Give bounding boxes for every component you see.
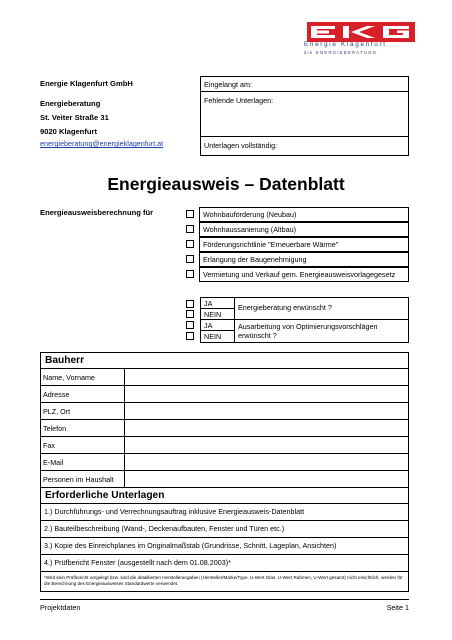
footer-divider <box>40 599 409 600</box>
sender-street: St. Veiter Straße 31 <box>40 113 109 122</box>
table-row <box>40 403 409 420</box>
field-label-zip-city: PLZ, Ort <box>41 403 125 419</box>
field-label-address: Adresse <box>41 386 125 402</box>
option-building-permit[interactable] <box>186 252 409 267</box>
divider <box>201 330 235 331</box>
option-label: Wohnhaussanierung (Altbau) <box>199 222 409 237</box>
question-optimization: Ausarbeitung von Optimierungsvorschlägen erwünscht ? <box>238 322 378 340</box>
office-use-box <box>200 76 409 156</box>
footnote: *Wird kein Prüfbericht vorgelegt bzw. sind die detaillierten Herstellerangaben (Hersteller/Marke/Type, U-Wert Glas, U-Wert Rahmen, U-Wert gesamt) nicht ersichtlich, werden für die Berechnung des Energieausweises Standardwerte verwendet. <box>40 572 409 592</box>
divider <box>201 308 235 309</box>
table-row <box>40 454 409 471</box>
sender-company: Energie Klagenfurt GmbH <box>40 79 133 88</box>
table-row <box>40 420 409 437</box>
q1-yes-label: JA <box>204 299 213 308</box>
checkbox[interactable] <box>186 225 194 233</box>
list-item: 3.) Kopie des Einreichplanes im Originalmaßstab (Grundrisse, Schnitt, Lageplan, Ansichten) <box>40 538 409 555</box>
field-label-name: Name, Vorname <box>41 369 125 385</box>
option-renewable-heat[interactable] <box>186 237 409 252</box>
option-housing-subsidy-new[interactable] <box>186 207 409 222</box>
table-row <box>40 369 409 386</box>
missing-documents-field[interactable]: Fehlende Unterlagen: <box>204 96 274 105</box>
option-label: Wohnbauförderung (Neubau) <box>199 207 409 222</box>
received-field[interactable]: Eingelangt am: <box>204 80 252 89</box>
question-energy-consulting: Energieberatung erwünscht ? <box>238 303 332 312</box>
section-heading: Bauherr <box>40 352 409 369</box>
option-label: Förderungsrichtlinie "Erneuerbare Wärme" <box>199 237 409 252</box>
calculation-label: Energieausweisberechnung für <box>40 208 154 217</box>
table-row <box>40 386 409 403</box>
ekg-logo <box>307 22 415 42</box>
logo-tagline: die ENERGIEBERATUNG <box>304 50 378 55</box>
sender-city: 9020 Klagenfurt <box>40 127 97 136</box>
q2-yes-checkbox[interactable] <box>186 321 194 329</box>
divider <box>201 136 408 137</box>
documents-complete-field[interactable]: Unterlagen vollständig: <box>204 141 278 150</box>
questions-box <box>200 297 409 343</box>
field-label-household: Personen im Haushalt <box>41 471 125 487</box>
option-rental-sale[interactable] <box>186 267 409 282</box>
q1-no-label: NEIN <box>204 310 222 319</box>
q1-yes-checkbox[interactable] <box>186 300 194 308</box>
divider <box>201 319 408 320</box>
field-label-phone: Telefon <box>41 420 125 436</box>
option-label: Erlangung der Baugenehmigung <box>199 252 409 267</box>
sender-department: Energieberatung <box>40 99 101 108</box>
checkbox[interactable] <box>186 255 194 263</box>
footer-project-data: Projektdaten <box>40 603 81 612</box>
page-number: Seite 1 <box>386 603 409 612</box>
logo-wordmark: Energie Klagenfurt <box>304 41 387 48</box>
checkbox[interactable] <box>186 240 194 248</box>
bauherr-section <box>40 352 409 484</box>
list-item: 4.) Prüfbericht Fenster (ausgestellt nach dem 01.08.2003)* <box>40 555 409 572</box>
checkbox[interactable] <box>186 210 194 218</box>
section-heading: Erforderliche Unterlagen <box>40 487 409 504</box>
page-title: Energieausweis – Datenblatt <box>107 174 345 194</box>
field-label-fax: Fax <box>41 437 125 453</box>
q2-yes-label: JA <box>204 321 213 330</box>
option-housing-renovation[interactable] <box>186 222 409 237</box>
table-row <box>40 437 409 454</box>
table-row <box>40 471 409 488</box>
list-item: 1.) Durchführungs- und Verrechnungsauftrag inklusive Energieausweis-Datenblatt <box>40 504 409 521</box>
field-label-email: E-Mail <box>41 454 125 470</box>
q1-no-checkbox[interactable] <box>186 310 194 318</box>
q2-no-label: NEIN <box>204 332 222 341</box>
divider <box>201 91 408 92</box>
checkbox[interactable] <box>186 270 194 278</box>
sender-email-link[interactable]: energieberatung@energieklagenfurt.at <box>40 139 164 148</box>
documents-section <box>40 487 409 587</box>
q2-no-checkbox[interactable] <box>186 332 194 340</box>
list-item: 2.) Bauteilbeschreibung (Wand-, Deckenaufbauten, Fenster und Türen etc.) <box>40 521 409 538</box>
option-label: Vermietung und Verkauf gem. Energieausweisvorlagegesetz <box>199 267 409 282</box>
